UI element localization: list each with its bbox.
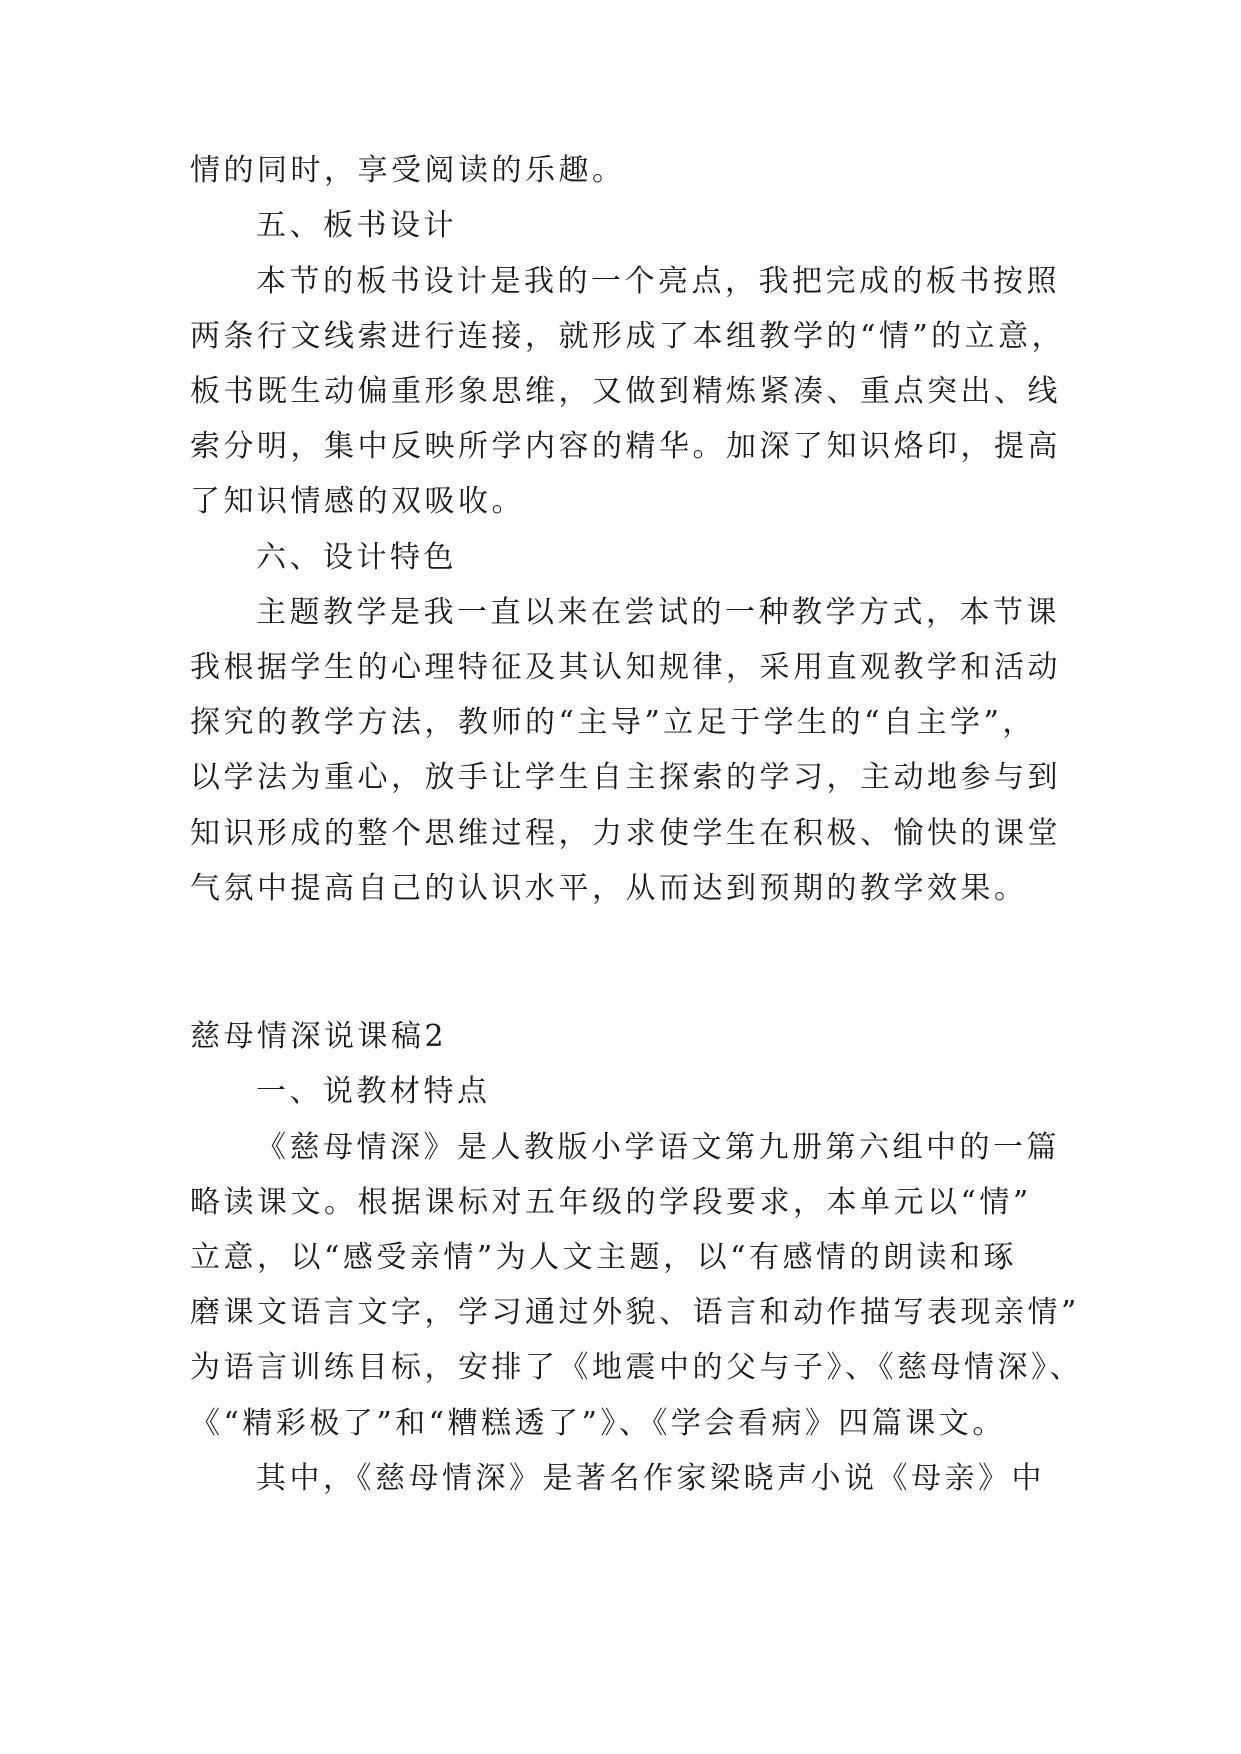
- paragraph-line: 本节的板书设计是我的一个亮点，我把完成的板书按照: [256, 264, 1060, 299]
- paragraph-line: 两条行文线索进行连接，就形成了本组教学的“情”的立意，: [190, 319, 1066, 354]
- paragraph-line: 情的同时，享受阅读的乐趣。: [190, 153, 626, 188]
- paragraph-line: 为语言训练目标，安排了《地震中的父与子》、《慈母情深》、: [190, 1350, 1083, 1385]
- paragraph-line: 《慈母情深》是人教版小学语文第九册第六组中的一篇: [256, 1130, 1060, 1165]
- paragraph-line: 以学法为重心，放手让学生自主探索的学习，主动地参与到: [190, 760, 1061, 795]
- paragraph-line: 我根据学生的心理特征及其认知规律，采用直观教学和活动: [190, 650, 1061, 685]
- section-heading-textbook: 一、说教材特点: [256, 1074, 491, 1109]
- section-heading-design-features: 六、设计特色: [256, 540, 457, 575]
- paragraph-line: 探究的教学方法，教师的“主导”立足于学生的“自主学”，: [190, 705, 1036, 740]
- paragraph-line: 《“精彩极了”和“糟糕透了”》、《学会看病》四篇课文。: [190, 1406, 1006, 1441]
- section-heading-board-design: 五、板书设计: [256, 208, 457, 243]
- paragraph-line: 其中，《慈母情深》是著名作家梁晓声小说《母亲》中: [256, 1461, 1045, 1496]
- paragraph-line: 略读课文。根据课标对五年级的学段要求，本单元以“情”: [190, 1185, 1032, 1220]
- paragraph-line: 磨课文语言文字，学习通过外貌、语言和动作描写表现亲情”: [190, 1295, 1080, 1330]
- paragraph-line: 索分明，集中反映所学内容的精华。加深了知识烙印，提高: [190, 429, 1061, 464]
- paragraph-line: 了知识情感的双吸收。: [190, 484, 525, 519]
- paragraph-line: 气氛中提高自己的认识水平，从而达到预期的教学效果。: [190, 871, 1028, 906]
- paragraph-line: 板书既生动偏重形象思维，又做到精炼紧凑、重点突出、线: [190, 374, 1061, 409]
- paragraph-line: 主题教学是我一直以来在尝试的一种教学方式，本节课: [256, 595, 1060, 630]
- document-title: 慈母情深说课稿2: [190, 1019, 448, 1054]
- paragraph-line: 立意，以“感受亲情”为人文主题，以“有感情的朗读和琢: [190, 1240, 1018, 1275]
- paragraph-line: 知识形成的整个思维过程，力求使学生在积极、愉快的课堂: [190, 816, 1061, 851]
